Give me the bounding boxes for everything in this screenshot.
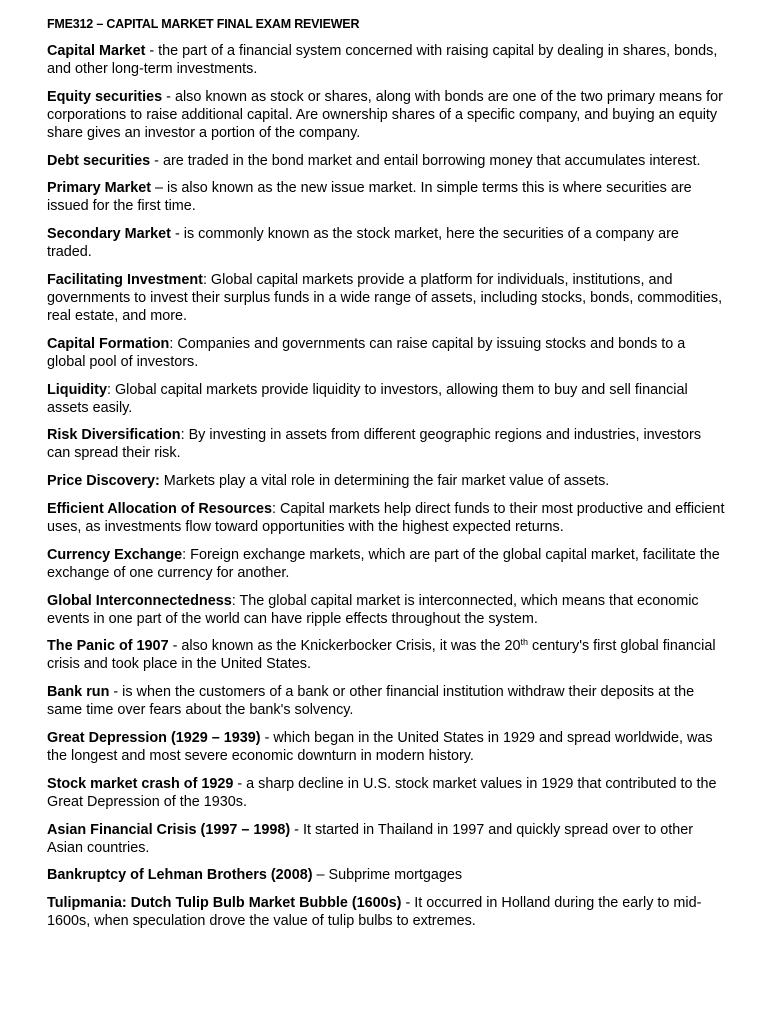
entry-term: Stock market crash of 1929 xyxy=(47,775,234,792)
entry-definition: : Foreign exchange markets, which are part of the global capital market, facilitate the exchange of one currency for another. xyxy=(47,546,720,581)
entry-term: Primary Market xyxy=(47,180,151,197)
entry-definition: - are traded in the bond market and entail borrowing money that accumulates interest. xyxy=(150,152,701,169)
entry-lehman-brothers xyxy=(47,866,727,884)
entry-definition: : Capital markets help direct funds to their most productive and efficient uses, as investments flow toward opportunities with the highest expected returns. xyxy=(47,500,725,535)
entry-term: Equity securities xyxy=(47,88,163,105)
entry-term: Great Depression (1929 – 1939) xyxy=(47,729,261,746)
entry-term: Bank run xyxy=(47,684,110,701)
entry-definition: : The global capital market is interconnected, which means that economic events in one part of the world can have ripple effects throughout the system. xyxy=(47,592,699,627)
entry-term: Global Interconnectedness xyxy=(47,592,232,609)
entry-panic-of-1907 xyxy=(47,637,727,673)
entry-term: Liquidity xyxy=(47,381,107,398)
entry-term: Tulipmania: Dutch Tulip Bulb Market Bubble (1600s) xyxy=(47,895,402,912)
entry-definition: - the part of a financial system concerned with raising capital by dealing in shares, bonds, and other long-term investments. xyxy=(47,43,718,77)
entry-term: Debt securities xyxy=(47,152,151,169)
entry-definition-continued: century's first global financial crisis and took place in the United States. xyxy=(47,638,716,673)
entry-bank-run xyxy=(47,683,727,719)
entry-term: Price Discovery: xyxy=(47,473,160,490)
entry-term: Currency Exchange xyxy=(47,546,183,563)
entry-capital-formation xyxy=(47,335,727,371)
entry-facilitating-investment xyxy=(47,271,727,325)
entry-capital-market xyxy=(47,42,727,78)
entry-equity-securities xyxy=(47,88,727,142)
entry-term: Bankruptcy of Lehman Brothers (2008) xyxy=(47,867,313,884)
entry-term: Capital Formation xyxy=(47,335,170,352)
entry-definition: - also known as the Knickerbocker Crisis, it was the 20 xyxy=(168,638,521,655)
entry-debt-securities xyxy=(47,152,727,170)
entry-definition: - a sharp decline in U.S. stock market values in 1929 that contributed to the Great Depression of the 1930s. xyxy=(47,775,717,810)
entry-definition: : Global capital markets provide liquidity to investors, allowing them to buy and sell financial assets easily. xyxy=(47,381,688,416)
entry-great-depression xyxy=(47,729,727,765)
entry-efficient-allocation xyxy=(47,500,727,536)
entry-liquidity xyxy=(47,381,727,417)
document-page xyxy=(47,16,727,940)
entry-definition: - is commonly known as the stock market, here the securities of a company are traded. xyxy=(47,226,679,261)
entry-term: The Panic of 1907 xyxy=(47,638,169,655)
entry-asian-financial-crisis xyxy=(47,821,727,857)
ordinal-superscript: th xyxy=(520,637,529,648)
entry-currency-exchange xyxy=(47,546,727,582)
entry-definition: - It occurred in Holland during the early to mid-1600s, when speculation drove the value of tulip bulbs to extremes. xyxy=(47,895,702,930)
entry-definition: – is also known as the new issue market. In simple terms this is where securities are issued for the first time. xyxy=(47,180,692,215)
entry-term: Capital Market xyxy=(47,43,146,59)
entry-term: Facilitating Investment xyxy=(47,271,203,288)
entry-price-discovery xyxy=(47,472,727,490)
entry-tulipmania xyxy=(47,894,727,930)
entry-term: Secondary Market xyxy=(47,226,171,243)
entry-definition: - also known as stock or shares, along with bonds are one of the two primary means for corporations to raise additional capital. Are ownership shares of a specific company, and buying an equity share gives an investor a portion of the company. xyxy=(47,88,723,141)
entry-definition: : By investing in assets from different geographic regions and industries, investors can spread their risk. xyxy=(47,427,702,462)
entry-secondary-market xyxy=(47,225,727,261)
entry-risk-diversification xyxy=(47,426,727,462)
entry-definition: - is when the customers of a bank or other financial institution withdraw their deposits at the same time over fears about the bank's solvency. xyxy=(47,684,695,719)
entry-term: Efficient Allocation of Resources xyxy=(47,500,272,517)
entry-definition: : Companies and governments can raise capital by issuing stocks and bonds to a global pool of investors. xyxy=(47,335,686,370)
entry-definition: - which began in the United States in 1929 and spread worldwide, was the longest and most severe economic downturn in modern history. xyxy=(47,729,713,764)
entry-definition: - It started in Thailand in 1997 and quickly spread over to other Asian countries. xyxy=(47,821,694,856)
entry-primary-market xyxy=(47,179,727,215)
document-title: FME312 – CAPITAL MARKET FINAL EXAM REVIEWER xyxy=(47,17,360,31)
entry-stock-market-crash-1929 xyxy=(47,775,727,811)
entry-global-interconnectedness xyxy=(47,592,727,628)
entry-definition: – Subprime mortgages xyxy=(312,867,463,884)
entry-definition: Markets play a vital role in determining the fair market value of assets. xyxy=(159,473,610,490)
entry-definition: : Global capital markets provide a platform for individuals, institutions, and governments to invest their surplus funds in a wide range of assets, including stocks, bonds, commodities, real estate, and more. xyxy=(47,271,723,324)
entry-term: Risk Diversification xyxy=(47,427,181,444)
entry-term: Asian Financial Crisis (1997 – 1998) xyxy=(47,821,291,838)
